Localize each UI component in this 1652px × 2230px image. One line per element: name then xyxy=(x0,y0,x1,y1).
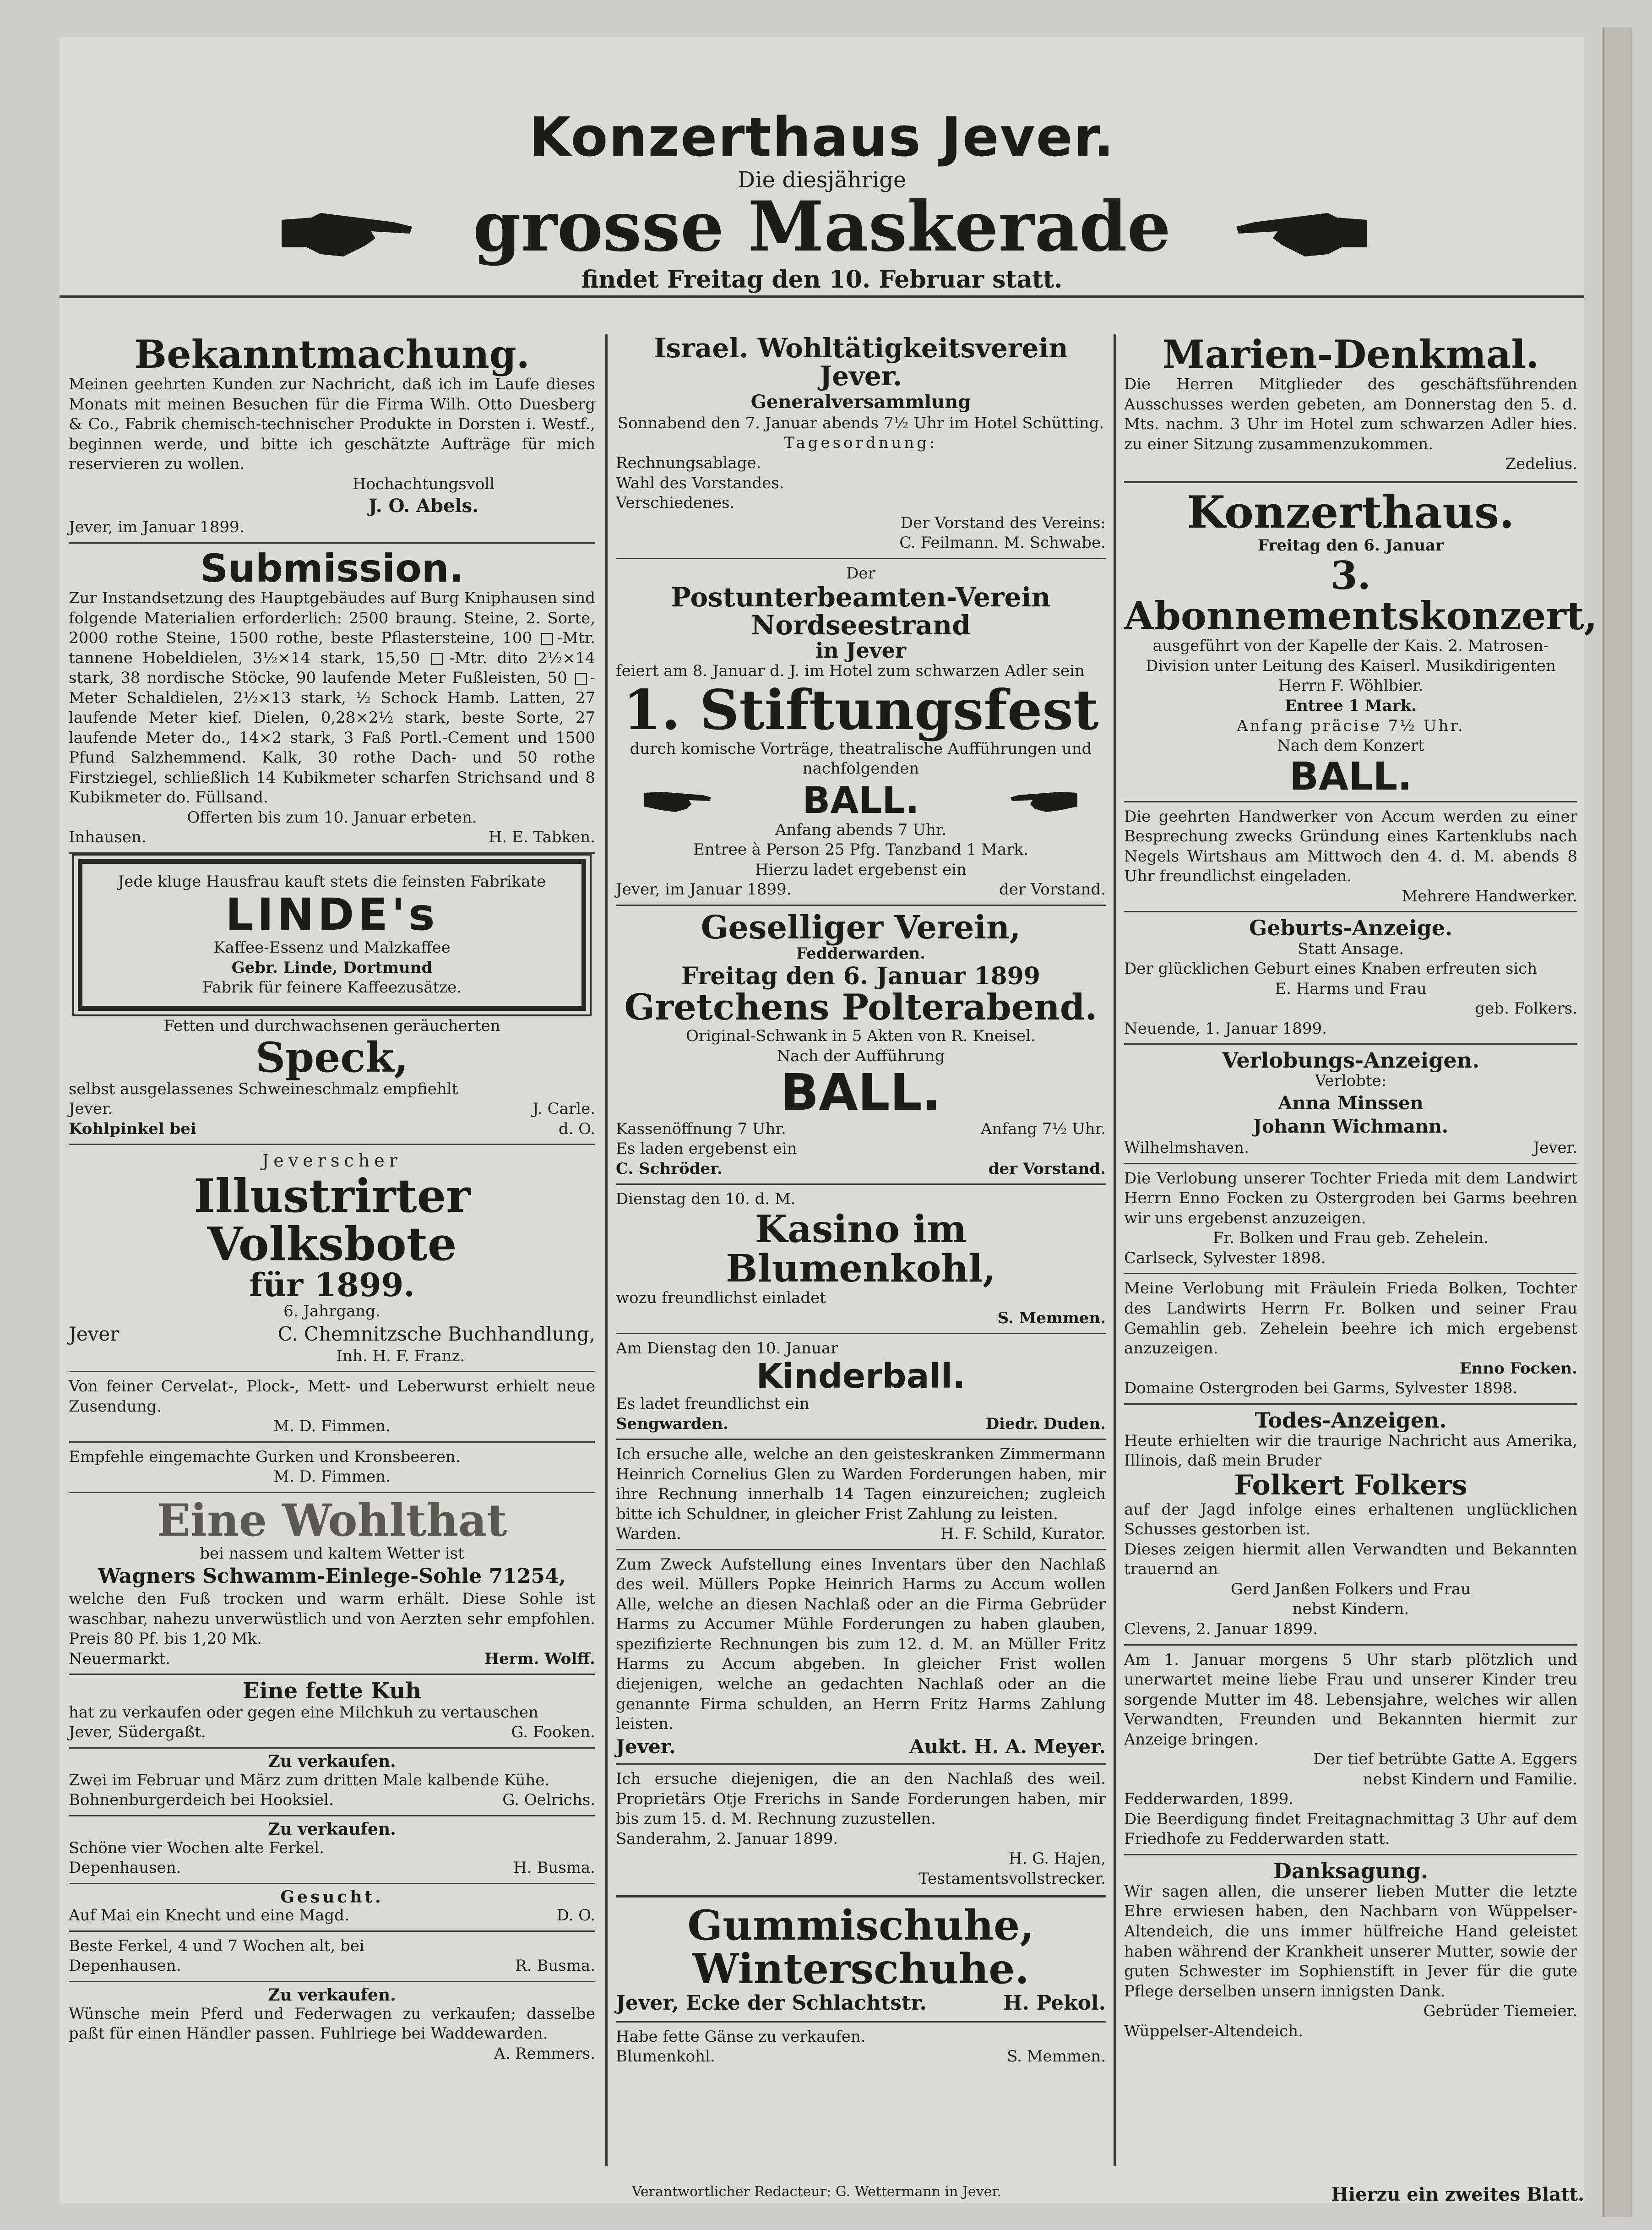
ad-bekanntmachung xyxy=(69,334,595,538)
ad-date: Freitag den 6. Januar 1899 xyxy=(681,962,1040,990)
ad-line: Es ladet freundlichst ein xyxy=(616,1395,810,1413)
header-venue-title: Konzerthaus Jever. xyxy=(529,105,1115,169)
ad-body: feiert am 8. Januar d. J. im Hotel zum schwarzen Adler sein xyxy=(616,662,1085,681)
ad-body: Ich ersuche diejenigen, die an den Nachlaß des weil. Proprietärs Otje Frerichs in Sande Forderungen haben, mir bis zum 15. d. M. Rechnung zuzustellen. xyxy=(616,1770,1106,1828)
ad-sign: H. Pekol. xyxy=(1003,1991,1106,2015)
ad-title: Zu verkaufen. xyxy=(268,1751,396,1771)
ad-sign: G. Fooken. xyxy=(511,1723,595,1742)
divider xyxy=(1124,1043,1577,1045)
ad-line: Es laden ergebenst ein xyxy=(616,1140,797,1158)
ad-body: Schöne vier Wochen alte Ferkel. xyxy=(69,1838,324,1857)
divider xyxy=(69,542,595,544)
divider xyxy=(69,1441,595,1443)
divider xyxy=(69,1371,595,1372)
ad-body: Meinen geehrten Kunden zur Nachricht, daß ich im Laufe dieses Monats mit meinen Besuchen für die Firma Wilh. Otto Duesberg & Co., Fabrik chemisch-technischer Produkte in Dorsten i. Westf., beginnen werde, und bitte ich geschätzte Aufträge für mich reservieren zu wollen. xyxy=(69,375,595,474)
ad-inventar xyxy=(616,1555,1106,1759)
divider xyxy=(69,1747,595,1749)
header-event xyxy=(60,186,1584,267)
ad-place: Clevens, 2. Januar 1899. xyxy=(1124,1619,1318,1638)
ad-offer: Offerten bis zum 10. Januar erbeten. xyxy=(187,808,477,827)
divider xyxy=(1124,1163,1577,1164)
ad-body: selbst ausgelassenes Schweineschmalz empfiehlt xyxy=(69,1080,458,1098)
column-rule-1 xyxy=(605,334,608,2166)
ad-sign: G. Oelrichs. xyxy=(502,1791,595,1810)
divider xyxy=(616,558,1106,559)
divider xyxy=(1124,801,1577,802)
ad-sign: Hochachtungsvoll xyxy=(352,474,495,493)
ad-place: Neuende, 1. Januar 1899. xyxy=(1124,1019,1327,1038)
ad-title: Winterschuhe. xyxy=(692,1944,1029,1993)
divider xyxy=(69,1883,595,1884)
ad-pferd xyxy=(69,1987,595,2064)
ad-body: Wünsche mein Pferd und Federwagen zu verkaufen; dasselbe paßt für einen Händler passen. Fuhlriege bei Waddewarden. xyxy=(69,2004,595,2043)
ad-sign: Enno Focken. xyxy=(1459,1359,1577,1378)
newspaper-page xyxy=(60,37,1598,2205)
divider xyxy=(616,1549,1106,1550)
ad-speck xyxy=(69,1016,595,1140)
ad-pre: Jeverscher xyxy=(262,1150,402,1171)
ad-place: Warden. xyxy=(616,1525,682,1543)
ad-title: Kasino im Blumenkohl, xyxy=(726,1207,996,1291)
ad-geburt xyxy=(1124,917,1577,1039)
ad-submission xyxy=(69,545,595,848)
ad-gummischuhe xyxy=(616,1901,1106,2016)
ad-line: Entree 1 Mark. xyxy=(1285,697,1417,715)
ad-title: Postunterbeamten-Verein Nordseestrand xyxy=(671,582,1051,641)
ad-place: Neuermarkt. xyxy=(69,1649,170,1668)
ad-line: bei nassem und kaltem Wetter ist xyxy=(200,1544,464,1563)
ad-place: Sengwarden. xyxy=(616,1414,728,1433)
ad-todes-eggers xyxy=(1124,1650,1577,1849)
ad-line: Jede kluge Hausfrau kauft stets die feinsten Fabrikate xyxy=(118,872,546,891)
ad-body: Zwei im Februar und März zum dritten Male kalbende Kühe. xyxy=(69,1771,550,1789)
pointing-hand-right-icon xyxy=(643,784,712,816)
ad-ball: BALL. xyxy=(802,779,919,822)
ad-line: Anfang abends 7 Uhr. xyxy=(775,820,947,839)
ad-title: Speck, xyxy=(255,1033,408,1082)
ad-sign: C. Feilmann. M. Schwabe. xyxy=(899,534,1106,552)
ad-place: Jever. xyxy=(1533,1139,1577,1157)
ad-kurator xyxy=(616,1445,1106,1544)
ad-sign: der Vorstand. xyxy=(988,1159,1106,1178)
ad-sign: M. D. Fimmen. xyxy=(273,1417,391,1436)
divider xyxy=(1124,1644,1577,1646)
ad-sign: D. O. xyxy=(556,1906,595,1925)
divider xyxy=(69,852,595,854)
divider xyxy=(1124,1403,1577,1405)
ad-big: 3. Abonnementskonzert, xyxy=(1124,553,1598,639)
ad-body: Dieses zeigen hiermit allen Verwandten und Bekannten trauernd an xyxy=(1124,1540,1577,1579)
ad-line: Original-Schwank in 5 Akten von R. Kneisel. xyxy=(686,1027,1036,1046)
ad-title: Bekanntmachung. xyxy=(134,332,530,377)
ad-verlobung xyxy=(1124,1049,1577,1158)
ad-marien-denkmal xyxy=(1124,334,1577,474)
divider xyxy=(616,1763,1106,1765)
ad-title: Konzerthaus. xyxy=(1187,486,1515,538)
ad-play: Gretchens Polterabend. xyxy=(624,987,1098,1029)
column-left xyxy=(69,334,595,2064)
ad-sign: Aukt. H. A. Meyer. xyxy=(909,1735,1106,1758)
ad-place: Domaine Ostergroden bei Garms, Sylvester 1898. xyxy=(1124,1379,1518,1398)
ad-geselliger-verein xyxy=(616,908,1106,1179)
divider xyxy=(616,1439,1106,1440)
ad-sign: nebst Kindern. xyxy=(1292,1600,1409,1619)
pointing-hand-right-icon xyxy=(279,202,417,270)
ad-name: Johann Wichmann. xyxy=(1253,1116,1448,1138)
header-pre: Die diesjährige xyxy=(737,167,907,193)
ad-title: Submission. xyxy=(200,545,464,591)
ad-body: Beste Ferkel, 4 und 7 Wochen alt, bei xyxy=(69,1936,364,1955)
ad-sign: J. Carle. xyxy=(533,1100,595,1118)
ad-place: Jever, Ecke der Schlachtstr. xyxy=(616,1991,927,2015)
divider xyxy=(69,1815,595,1816)
ad-place: Depenhausen. xyxy=(69,1859,181,1877)
ad-sign: geb. Folkers. xyxy=(1475,999,1577,1018)
ad-title: Zu verkaufen. xyxy=(268,1819,396,1839)
ad-body: ausgeführt von der Kapelle der Kais. 2. Matrosen-Division unter Leitung des Kaiserl. Musikdirigenten Herrn F. Wöhlbier. xyxy=(1146,637,1556,695)
ad-verlobung-enno xyxy=(1124,1279,1577,1398)
header-date: findet Freitag den 10. Februar statt. xyxy=(581,266,1063,294)
ad-sign: A. Remmers. xyxy=(494,2044,595,2063)
ad-name: Anna Minssen xyxy=(1278,1092,1424,1114)
ad-line: Fabrik für feinere Kaffeezusätze. xyxy=(202,978,462,997)
column-rule-2 xyxy=(1114,334,1116,2166)
ad-body: Zur Instandsetzung des Hauptgebäudes auf Burg Kniphausen sind folgende Materialien erforderlich: 2500 braung. Steine, 2. Sorte, 2000 rothe Steine, 1500 rothe, beste Pflastersteine, 100 □-Mtr. tannene Hobeldielen, 3½×14 stark, 15,50 □-Mtr. dito 2½×14 stark, 38 nordische Stöcke, 90 laufende Meter Fußleisten, 50 □-Meter Schaldielen, 2½×13 stark, ½ Schock Hamb. Latten, 27 laufende Meter kief. Dielen, 0,28×2½ stark, beste Sorte, 27 laufende Meter do., 14×2 stark, 3 Faß Portl.-Cement und 1500 Pfund Salzhemmend. Kalk, 30 rothe Dach- und 50 rothe Firstziegel, schließlich 14 Kubikmeter scharfen Strichsand und 8 Kubikmeter do. Füllsand. xyxy=(69,589,595,807)
ad-danksagung xyxy=(1124,1860,1577,2041)
pointing-hand-left-icon xyxy=(1232,202,1369,270)
ad-sub: 6. Jahrgang. xyxy=(283,1302,380,1321)
ad-gaense xyxy=(616,2027,1106,2067)
ad-beste-ferkel xyxy=(69,1936,595,1976)
ad-konzerthaus xyxy=(1124,486,1598,799)
ad-sign2: Inh. H. F. Franz. xyxy=(336,1347,465,1365)
ad-body: auf der Jagd infolge eines erhaltenen unglücklichen Schusses gestorben ist. xyxy=(1124,1500,1577,1539)
divider xyxy=(616,1183,1106,1185)
ad-line: Sonnabend den 7. Januar abends 7½ Uhr im Hotel Schütting. xyxy=(617,414,1104,432)
ad-body: Meine Verlobung mit Fräulein Frieda Bolken, Tochter des Landwirts Herrn Fr. Bolken und seiner Frau Gemahlin geb. Zehelein beehre ich mich ergebenst anzuzeigen. xyxy=(1124,1279,1577,1358)
ad-line: Entree à Person 25 Pfg. Tanzband 1 Mark. xyxy=(693,840,1028,859)
ad-sign: Gerd Janßen Folkers und Frau xyxy=(1230,1580,1471,1598)
divider xyxy=(69,1930,595,1932)
ad-sign: Der Vorstand des Vereins: xyxy=(900,513,1106,532)
ad-sign: C. Schröder. xyxy=(616,1159,723,1178)
ad-title: Geselliger Verein, xyxy=(701,908,1021,946)
ad-place: Jever, Südergaßt. xyxy=(69,1723,206,1742)
ad-line: Kaffee-Essenz und Malzkaffee xyxy=(213,938,451,957)
ad-body: durch komische Vorträge, theatralische Aufführungen und nachfolgenden xyxy=(630,739,1092,778)
pointing-hand-left-icon xyxy=(1010,784,1078,816)
ad-volksbote xyxy=(69,1150,595,1366)
ad-body: welche den Fuß trocken und warm erhält. Diese Sohle ist waschbar, nahezu unverwüstlich und von Aerzten sehr empfohlen. Preis 80 Pf. bis 1,20 Mk. xyxy=(69,1590,595,1648)
ad-nachlass xyxy=(616,1769,1106,1889)
ad-line: wozu freundlichst einladet xyxy=(616,1289,826,1308)
ad-body: Von feiner Cervelat-, Plock-, Mett- und Leberwurst erhielt neue Zusendung. xyxy=(69,1377,595,1416)
ad-line: Nach der Aufführung xyxy=(777,1047,945,1065)
agenda-item: Verschiedenes. xyxy=(616,494,735,513)
ad-title: Kinderball. xyxy=(756,1356,966,1396)
ad-body: Heute erhielten wir die traurige Nachricht aus Amerika, Illinois, daß mein Bruder xyxy=(1124,1431,1577,1470)
ad-title: Israel. Wohltätigkeitsverein Jever. xyxy=(653,333,1068,392)
ad-big: 1. Stiftungsfest xyxy=(623,677,1099,742)
ad-place: Wüppelser-Altendeich. xyxy=(1124,2022,1303,2040)
ad-pre: Der xyxy=(846,564,875,583)
ad-line: Nach dem Konzert xyxy=(1277,736,1424,755)
divider xyxy=(616,905,1106,906)
ad-sub: in Jever xyxy=(815,638,907,663)
ad-place: Inhausen. xyxy=(69,828,147,847)
ad-place: Jever. xyxy=(69,1100,113,1118)
ad-sign: Mehrere Handwerker. xyxy=(1402,887,1577,905)
ad-body: Wir sagen allen, die unserer lieben Mutter die letzte Ehre erwiesen haben, den Nachbarn von Wüppelser-Altendeich, die uns immer hülfreiche Hand geleistet haben während der Krankheit unserer Mutter, sowie der guten Schwester im Sophienstift in Jever für die gute Pflege derselben unsern innigsten Dank. xyxy=(1124,1882,1577,2001)
ad-postunterbeamten xyxy=(616,564,1106,900)
ad-place: Jever, im Januar 1899. xyxy=(69,518,245,537)
ad-sign: Testamentsvollstrecker. xyxy=(918,1869,1106,1888)
ad-sign: C. Chemnitzsche Buchhandlung, xyxy=(277,1322,595,1345)
ad-todes xyxy=(1124,1409,1577,1640)
divider xyxy=(69,1492,595,1493)
divider xyxy=(1124,911,1577,912)
header-venue xyxy=(60,105,1584,169)
ad-sign: S. Memmen. xyxy=(1007,2047,1106,2066)
ad-title: Geburts-Anzeige. xyxy=(1249,916,1453,941)
ad-kuh xyxy=(69,1679,595,1742)
page-footer xyxy=(60,2184,1584,2205)
ad-title: Verlobungs-Anzeigen. xyxy=(1222,1048,1480,1073)
ad-sign: d. O. xyxy=(558,1119,595,1138)
ad-sign: Gebrüder Tiemeier. xyxy=(1423,2002,1577,2021)
ad-date: Freitag den 6. Januar xyxy=(1257,536,1444,555)
ad-sign: Zedelius. xyxy=(1505,455,1577,474)
ad-pre: Am Dienstag den 10. Januar xyxy=(616,1339,838,1358)
ad-body: Ich ersuche alle, welche an den geisteskranken Zimmermann Heinrich Cornelius Glen zu Warden Forderungen haben, mir ihre Rechnung innerhalb 14 Tagen einzureichen; zugleich bitte ich Schuldner, in gleicher Frist Zahlung zu leisten. xyxy=(616,1445,1106,1523)
ad-sign: Herm. Wolff. xyxy=(484,1649,595,1668)
ad-place: Sanderahm, 2. Januar 1899. xyxy=(616,1829,838,1848)
ad-wohltaetigkeitsverein xyxy=(616,334,1106,553)
ad-body: Auf Mai ein Knecht und eine Magd. xyxy=(69,1906,349,1925)
ad-title: Illustrirter Volksbote xyxy=(194,1168,470,1271)
ad-body: Am 1. Januar morgens 5 Uhr starb plötzlich und unerwartet meine liebe Frau und unserer Kinder treu sorgende Mutter im 48. Lebensjahre, welches wir allen Verwandten, Freunden und Bekannten hiermit zur Anzeige bringen. xyxy=(1124,1650,1577,1749)
ad-linde-box xyxy=(78,859,586,1011)
ad-place: Blumenkohl. xyxy=(616,2047,715,2066)
ad-kinderball xyxy=(616,1339,1106,1434)
ad-body: Die Herren Mitglieder des geschäftsführenden Ausschusses werden gebeten, am Donnerstag den 5. d. Mts. nachm. 3 Uhr im Hotel zum schwarzen Adler hies. zu einer Sitzung zusammenzukommen. xyxy=(1124,375,1577,453)
ad-sub: Statt Ansage. xyxy=(1297,939,1404,958)
ad-body: hat zu verkaufen oder gegen eine Milchkuh zu vertauschen xyxy=(69,1703,538,1722)
ad-title: Eine fette Kuh xyxy=(242,1678,422,1704)
ad-gurken xyxy=(69,1447,595,1487)
agenda-item: Rechnungsablage. xyxy=(616,454,761,472)
divider xyxy=(616,1895,1106,1897)
ad-sign: Der tief betrübte Gatte A. Eggers xyxy=(1313,1750,1577,1769)
ad-sign: der Vorstand. xyxy=(999,880,1106,899)
ad-wurst xyxy=(69,1377,595,1437)
ad-place: Depenhausen. xyxy=(69,1957,181,1975)
ad-place: Wilhelmshaven. xyxy=(1124,1139,1249,1157)
ad-sub: Verlobte: xyxy=(1315,1072,1387,1090)
ad-kasino xyxy=(616,1189,1106,1328)
ad-handwerker xyxy=(1124,807,1577,907)
ad-line: Tagesordnung: xyxy=(784,434,938,453)
divider xyxy=(1124,481,1577,483)
ad-ball: BALL. xyxy=(780,1063,941,1122)
column-right xyxy=(1124,332,1598,2041)
ad-sign: S. Memmen. xyxy=(997,1309,1106,1327)
ad-title: Eine Wohlthat xyxy=(157,1494,507,1546)
ad-place: Fedderwarden, 1899. xyxy=(1124,1790,1294,1809)
divider xyxy=(616,1333,1106,1334)
ad-gesucht xyxy=(69,1889,595,1926)
ad-title: Gummischuhe, xyxy=(687,1901,1034,1950)
ad-body: Die geehrten Handwerker von Accum werden zu einer Besprechung zwecks Gründung eines Kartenklubs nach Negels Wirtshaus am Mittwoch den 4. d. M. abends 8 Uhr freundlichst eingeladen. xyxy=(1124,807,1577,886)
ad-title: Marien-Denkmal. xyxy=(1162,332,1539,377)
ad-sign: H. Busma. xyxy=(513,1859,595,1877)
ad-wohlthat xyxy=(69,1494,595,1669)
ad-sign: nebst Kindern und Familie. xyxy=(1363,1770,1577,1788)
ad-title: Gesucht. xyxy=(280,1887,384,1907)
ad-sign: H. F. Schild, Kurator. xyxy=(940,1525,1106,1543)
ad-year: für 1899. xyxy=(249,1265,415,1304)
ad-place: Carlseck, Sylvester 1898. xyxy=(1124,1249,1326,1267)
divider xyxy=(616,2021,1106,2023)
ad-sign: Diedr. Duden. xyxy=(985,1414,1106,1433)
ad-name: Folkert Folkers xyxy=(1234,1469,1467,1501)
ad-title: Zu verkaufen. xyxy=(268,1985,396,2005)
divider xyxy=(69,1674,595,1675)
ad-sign: E. Harms und Frau xyxy=(1275,979,1427,998)
ad-place: Jever. xyxy=(616,1735,676,1758)
agenda-item: Wahl des Vorstandes. xyxy=(616,474,784,492)
ad-title: Todes-Anzeigen. xyxy=(1255,1407,1447,1433)
ad-line: Anfang 7½ Uhr. xyxy=(980,1119,1106,1138)
ad-sign: M. D. Fimmen. xyxy=(273,1467,391,1486)
divider xyxy=(69,1981,595,1982)
ad-place: Jever, im Januar 1899. xyxy=(616,880,792,899)
ad-body: Zum Zweck Aufstellung eines Inventars über den Nachlaß des weil. Müllers Popke Heinrich Harms zu Accum wollen Alle, welche an diesen Nachlaß oder an die Firma Gebrüder Harms zu Accumer Mühle Forderungen zu haben glauben, spezifizierte Rechnungen bis zum 12. d. M. an Müller Fritz Harms zu Accum abgeben. In gleicher Frist wollen diejenigen, welche an gedachten Nachlaß oder an die genannte Firma schulden, an Herrn Fritz Harms Zahlung leisten. xyxy=(616,1555,1106,1734)
adjacent-page-edge xyxy=(1603,27,1632,2217)
ad-sign: H. E. Tabken. xyxy=(488,828,595,847)
ad-sign: Fr. Bolken und Frau geb. Zehelein. xyxy=(1212,1229,1489,1248)
divider xyxy=(1124,1854,1577,1855)
ad-body: Die Verlobung unserer Tochter Frieda mit dem Landwirt Herrn Enno Focken zu Ostergroden bei Garms beehren wir uns ergebenst anzuzeigen. xyxy=(1124,1169,1577,1227)
ad-sub: Generalversammlung xyxy=(750,391,971,413)
ad-body: Die Beerdigung findet Freitagnachmittag 3 Uhr auf dem Friedhofe zu Fedderwarden statt. xyxy=(1124,1810,1577,1848)
divider xyxy=(69,1144,595,1145)
divider xyxy=(1124,1273,1577,1274)
ad-title: Danksagung. xyxy=(1273,1858,1428,1883)
ad-sign-name: J. O. Abels. xyxy=(368,495,479,517)
ad-ball: BALL. xyxy=(1289,753,1412,799)
header-event-title: grosse Maskerade xyxy=(473,186,1171,267)
ad-body: Empfehle eingemachte Gurken und Kronsbeeren. xyxy=(69,1447,461,1466)
ad-body: Habe fette Gänse zu verkaufen. xyxy=(616,2027,866,2046)
ad-place: Kohlpinkel bei xyxy=(69,1119,196,1138)
ad-place: Bohnenburgerdeich bei Hooksiel. xyxy=(69,1791,334,1810)
ad-place: Jever xyxy=(69,1322,120,1345)
ad-brand: LINDE's xyxy=(225,889,439,941)
editor-note: Verantwortlicher Redacteur: G. Wettermann in Jever. xyxy=(632,2184,1002,2200)
column-middle xyxy=(616,334,1106,2067)
ad-pre: Fetten und durchwachsenen geräucherten xyxy=(163,1016,500,1035)
ad-kuehe xyxy=(69,1753,595,1810)
header-rule xyxy=(60,295,1584,298)
ad-line: Gebr. Linde, Dortmund xyxy=(231,958,433,977)
supplement-note: Hierzu ein zweites Blatt. xyxy=(1331,2184,1584,2205)
ad-sign: R. Busma. xyxy=(515,1957,595,1975)
ad-pre: Dienstag den 10. d. M. xyxy=(616,1190,796,1209)
ad-line: Kassenöffnung 7 Uhr. xyxy=(616,1119,786,1138)
ad-verlobung-frieda xyxy=(1124,1169,1577,1269)
ad-sign: H. G. Hajen, xyxy=(1008,1849,1106,1868)
ad-body: Der glücklichen Geburt eines Knaben erfreuten sich xyxy=(1124,960,1538,978)
ad-line: Anfang präcise 7½ Uhr. xyxy=(1237,716,1465,735)
ad-line: Hierzu ladet ergebenst ein xyxy=(755,860,967,879)
ad-line: Wagners Schwamm-Einlege-Sohle 71254, xyxy=(98,1565,566,1588)
ad-ferkel xyxy=(69,1821,595,1878)
ad-sub: Fedderwarden. xyxy=(796,944,926,963)
